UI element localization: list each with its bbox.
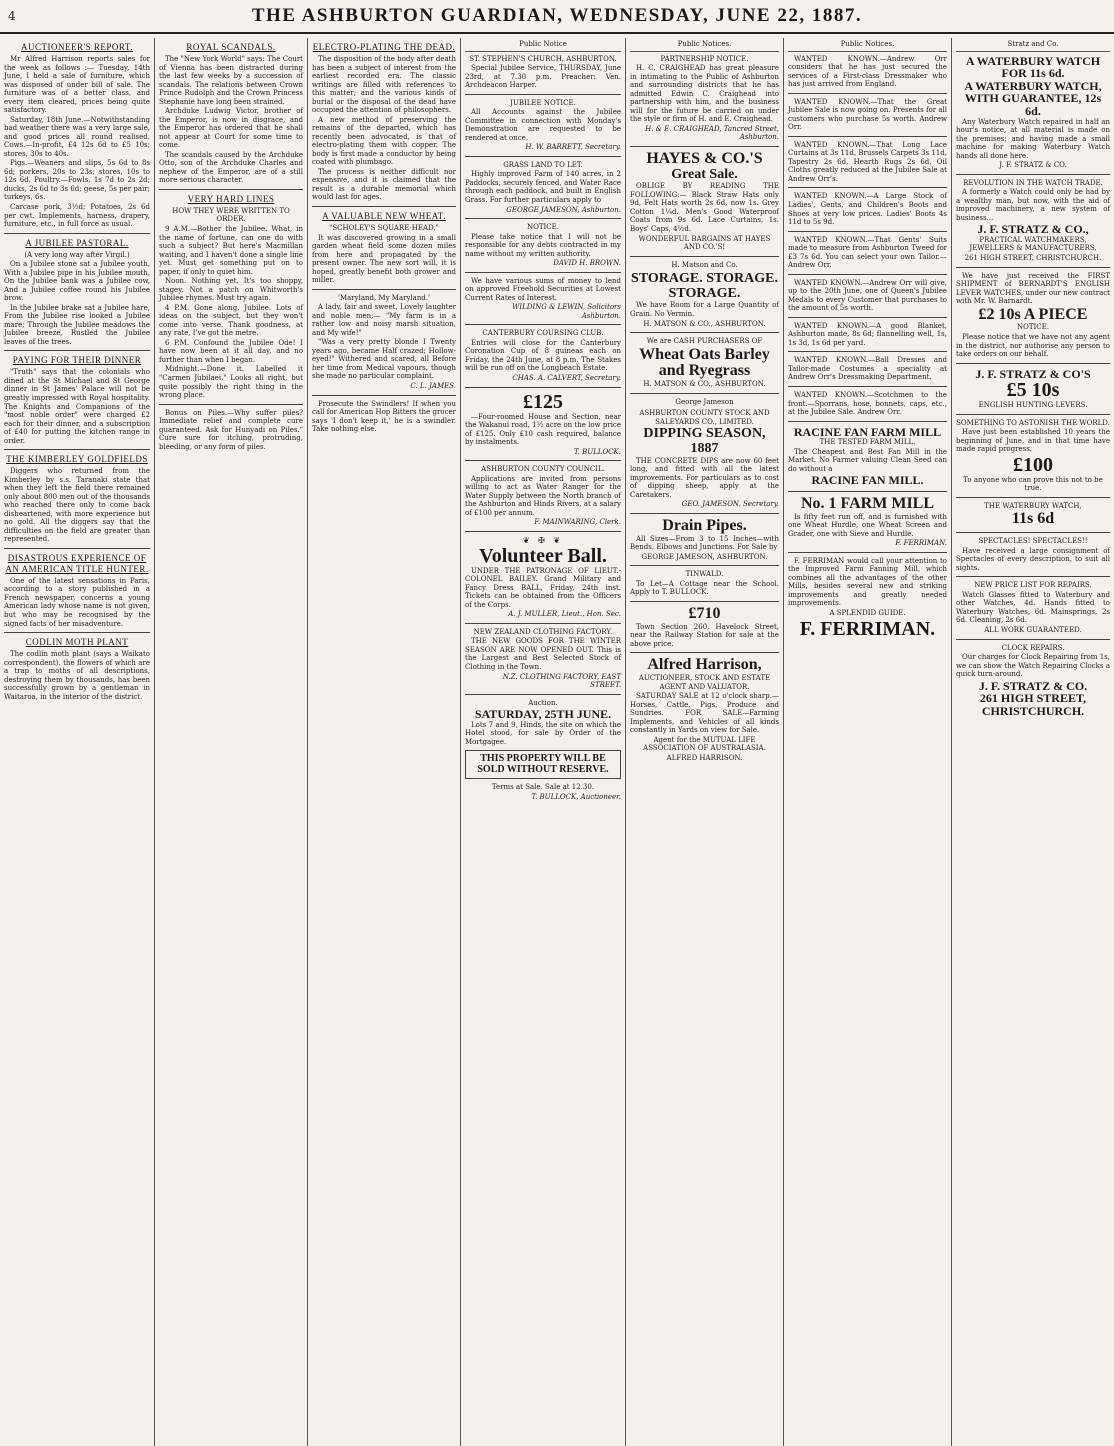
advert-hayes — [630, 151, 779, 252]
advert-text: Have just been established 10 years the beginning of June, and in that time have made rapid progress. — [956, 428, 1110, 454]
divider — [956, 532, 1110, 533]
advert-text: Is fifty feet run off, and is furnished with one Wheat Hurdle, one Wheat Screen and Grader, one with Sieve and Hurdle. — [788, 512, 947, 538]
notice-text: UNDER THE PATRONAGE OF LIEUT.-COLONEL BAILEY. Grand Military and Fancy Dress BALL, Friday, 24th inst. Tickets can be obtained from the Officers of the Corps. — [465, 566, 621, 609]
notice-text: We have various sums of money to lend on approved Freehold Securities at Lowest Current Rates of Interest. — [465, 276, 621, 302]
notice-signature: N.Z. CLOTHING FACTORY, EAST STREET. — [502, 672, 621, 690]
headline-royal-scandals: ROYAL SCANDALS. — [186, 42, 276, 52]
notice-volunteer-ball — [465, 536, 621, 619]
advert-text: A formerly a Watch could only be had by a wealthy man, but now, with the aid of improved machinery, a new system of business... — [956, 188, 1110, 222]
column-heading: Public Notices. — [630, 38, 779, 52]
article-paragraph: The codlin moth plant (says a Waikato correspondent), the flowers of which are a trap to moths of all descriptions, destroying them by thousands, has been successfully grown by a gentleman in Waitaroa, in the interior of the district. — [4, 650, 150, 701]
notice-text: Applications are invited from persons willing to act as Water Ranger for the Water Supply between the North branch of the Ashburton and Hinds Rivers, at a salary of £100 per annum. — [465, 474, 621, 517]
advert-title: DIPPING SEASON, 1887 — [643, 426, 766, 457]
advert-signature: GEORGE JAMESON, ASHBURTON. — [641, 552, 768, 561]
article-paragraph: Diggers who returned from the Kimberley by s.s. Taranaki state that when they left the field there remained only about 800 men out of the thousands who reached there only to come back disheartened, with more experience but no gold. All the diggers say that the difficulties on the field are greater than represented. — [4, 467, 150, 544]
page-number: 4 — [8, 9, 16, 23]
advert-text: Any Waterbury Watch repaired in half an hour's notice, at all material is made on the premises; and having made a small machine for making Waterbury Watch hands all done here. — [956, 117, 1110, 160]
notice-brown — [465, 223, 621, 268]
divider — [956, 414, 1110, 415]
notice-text: Please take notice that I will not be responsible for any debts contracted in my name without my written authority. — [465, 232, 621, 258]
article-paragraph: Noon. Nothing yet. It's too shoppy, stagey. Not a patch on Whitworth's Jubilee rhymes. Must try again. — [159, 277, 303, 303]
notice-title: JUBILEE NOTICE. — [510, 98, 576, 107]
column-heading: Stratz and Co. — [956, 38, 1110, 52]
auction-terms: Terms at Sale. Sale at 12.30. — [491, 783, 595, 792]
poem-subtitle: (A very long way after Virgil.) — [24, 250, 130, 259]
notice-title: NOTICE. — [527, 223, 559, 232]
notice-text: Highly improved Farm of 140 acres, in 2 Paddocks, securely fenced, and Water Race through each paddock, and built in English Grass. For further particulars apply to — [465, 170, 621, 204]
article-paragraph: The process is neither difficult nor expensive, and it is claimed that the result is a durable memorial which would last for ages. — [312, 167, 456, 202]
divider — [788, 491, 947, 492]
advert-signature: H. MATSON & CO., ASHBURTON. — [643, 380, 766, 389]
wanted-notice: WANTED KNOWN.—A Large Stock of Ladies', Gents, and Children's Boots and Shoes at very low prices. Ladies' Boots 4s 11d to 5s 9d. — [788, 192, 947, 227]
advert-title: J. F. STRATZ & CO., — [977, 222, 1089, 237]
headline-very-hard-lines: VERY HARD LINES — [187, 193, 275, 204]
divider — [788, 231, 947, 232]
headline-kimberley: THE KIMBERLEY GOLDFIELDS — [6, 454, 148, 465]
price-large: £2 10s A PIECE — [978, 305, 1088, 323]
advert-text: Please notice that we have not any agent in the district, nor authorise any person to take orders on our behalf. — [956, 332, 1110, 359]
notice-church — [465, 55, 621, 90]
divider — [956, 639, 1110, 640]
divider — [630, 256, 779, 257]
article-paragraph: Pigs.—Weaners and slips, 5s 6d to 8s 6d; porkers, 20s to 23s; stores, 10s to 12s 6d. Poultry.—Fowls, 1s 7d to 2s 2d; ducks, 2s 6d to 3s 6d; geese, 5s per pair; turkeys, 6s. — [4, 159, 150, 202]
advert-title: STORAGE. STORAGE. STORAGE. — [631, 271, 778, 301]
column-heading: Public Notices. — [788, 38, 947, 52]
advert-alfred-harrison — [630, 657, 779, 762]
notice-signature: F. MAINWARING, Clerk. — [534, 518, 621, 527]
divider — [956, 267, 1110, 268]
notice-title: ST. STEPHEN'S CHURCH, ASHBURTON. — [469, 54, 617, 63]
advert-title: RACINE FAN FARM MILL — [793, 424, 942, 439]
advert-title: Drain Pipes. — [662, 516, 747, 534]
poem-stanza: On a Jubilee stone sat a Jubilee youth, With a Jubilee pipe in his Jubilee mouth, On the Jubilee bank was a Jubilee cow, And a Jubilee coffee round his Jubilee brow. — [4, 260, 150, 303]
auction-banner: THIS PROPERTY WILL BE SOLD WITHOUT RESERVE. — [465, 750, 621, 779]
headline-title-hunter: DISASTROUS EXPERIENCE OF AN AMERICAN TITLE HUNTER. — [5, 552, 149, 574]
advert-dipping — [630, 409, 779, 509]
advert-drain-pipes — [630, 518, 779, 561]
advert-piles: Bonus on Piles.—Why suffer piles? Immediate relief and complete cure guaranteed. Ask for Hunyadi on Piles." Cure sure for itching, protruding, bleeding, or any form of piles. — [159, 408, 303, 451]
section-bar: George Jameson — [675, 397, 734, 406]
advert-subtitle: AUCTIONEER, STOCK AND ESTATE AGENT AND VALUATOR. — [638, 674, 771, 691]
headline-codlin-moth: CODLIN MOTH PLANT — [25, 637, 129, 648]
poem-title: 'Maryland, My Maryland.' — [338, 293, 430, 302]
wanted-notice: WANTED KNOWN.—Ball Dresses and Tailor-made Costumes a speciality at Andrew Orr's Dressmaking Department. — [788, 356, 947, 382]
divider — [312, 206, 456, 207]
divider — [4, 632, 150, 633]
divider — [630, 393, 779, 394]
subheadline: HOW THEY WERE WRITTEN TO ORDER. — [172, 206, 290, 224]
advert-text: THE CONCRETE DIPS are now 60 feet long, and fitted with all the latest improvements. For particulars as to cost of dipping sheep, apply at the Caretakers. — [630, 456, 779, 499]
advert-grain — [630, 337, 779, 389]
poem-stanza: A lady, fair and sweet, Lovely laughter and noble men;— "My farm is in a rather low and noisy marsh situation, and My wife!" — [312, 303, 456, 337]
notice-coursing — [465, 329, 621, 382]
price-large: £5 10s — [1006, 379, 1060, 402]
divider — [956, 174, 1110, 175]
advert-title: HAYES & CO.'S — [646, 149, 763, 167]
divider — [465, 694, 621, 695]
wanted-notice: WANTED KNOWN.—A good Blanket, Ashburton made, 8s 6d; flannelling well, 1s, 1s 3d, 1s 6d per yard. — [788, 321, 947, 347]
article-paragraph: The "New York World" says: The Court of Vienna has been distracted during the last few weeks by a succession of scandals. The relations between Crown Prince Rudolph and the Crown Princess Stephanie have long been strained. — [159, 54, 303, 106]
column-6 — [784, 38, 952, 1446]
column-4 — [461, 38, 626, 1446]
notice-title: TINWALD. — [685, 570, 724, 579]
advert-text: We have just received the FIRST SHIPMENT of BERNARDT'S ENGLISH LEVER WATCHES, under our new contract with Mr. W. Barnardt. — [956, 271, 1110, 306]
column-2 — [155, 38, 308, 1446]
divider — [630, 601, 779, 602]
advert-text: We are CASH PURCHASERS OF — [646, 337, 763, 346]
advert-title: A WATERBURY WATCH FOR 11s 6d. — [965, 53, 1101, 81]
article-paragraph: Carcase pork, 3½d; Potatoes, 2s 6d per cwt. Implements, harness, drapery, furniture, etc., in full force as usual. — [4, 203, 150, 229]
article-paragraph: Midnight.—Done it. Labelled it "Carmen Jubilaei." Looks all right, but quite possibly the right thing in the wrong place. — [159, 365, 303, 400]
article-paragraph: 4 P.M. Gone along. Jubilee. Lots of ideas on the subject, but they won't come into verse. Thank goodness, at any rate, I've got the metre. — [159, 303, 303, 338]
wanted-notice: WANTED KNOWN.—That Long Lace Curtains at 3s 11d, Brussels Carpets 3s 11d, Tapestry 2s 6d, Hearth Rugs 2s 6d, Oil Cloths greatly reduced at the Jubilee Sale at Andrew Orr's. — [788, 140, 947, 183]
notice-money — [465, 277, 621, 321]
advert-subtitle: SOMETHING TO ASTONISH THE WORLD. — [956, 418, 1110, 427]
crest-icon: ❦ ✠ ❦ — [522, 535, 564, 545]
headline-paying-dinner: PAYING FOR THEIR DINNER — [12, 355, 142, 366]
notice-signature: DAVID H. BROWN. — [553, 259, 621, 268]
divider — [159, 189, 303, 190]
advert-subtitle: THE TESTED FARM MILL. — [819, 438, 916, 447]
divider — [788, 187, 947, 188]
advert-text: Agent for the MUTUAL LIFE ASSOCIATION OF AUSTRALASIA. — [643, 735, 766, 753]
headline-auctioneer-report: AUCTIONEER'S REPORT. — [21, 42, 133, 52]
advert-signature: F. FERRIMAN. — [799, 617, 936, 640]
divider — [465, 623, 621, 624]
notice-text: To Let—A Cottage near the School. Apply to T. BULLOCK. — [630, 579, 779, 597]
advert-subtitle: ALL WORK GUARANTEED. — [984, 626, 1082, 634]
article-paragraph: "Truth" says that the colonials who dined at the St Michael and St George dinner in St James' Palace will not be greatly impressed with Royal hospitality. The Knights and Companions of the "most noble order" were charged £2 each for their dinner, and a subscription of £40 for putting the kitchen range in order. — [4, 368, 150, 445]
divider — [788, 274, 947, 275]
notice-title: NEW ZEALAND CLOTHING FACTORY. — [473, 627, 613, 636]
subheadline: "SCHOLEY'S SQUARE-HEAD." — [329, 223, 439, 232]
notice-title: ASHBURTON COUNTY COUNCIL. — [481, 465, 605, 474]
advert-subtitle: PRACTICAL WATCHMAKERS, JEWELLERS & MANUFACTURERS, — [969, 235, 1097, 253]
notice-tinwald — [630, 570, 779, 597]
notice-signature: CHAS. A. CALVERT, Secretary. — [512, 374, 621, 382]
divider — [956, 497, 1110, 498]
notice-title: Auction. — [528, 698, 558, 707]
column-1 — [0, 38, 155, 1446]
advert-subtitle: A SPLENDID GUIDE. — [829, 609, 906, 618]
notice-jubilee — [465, 99, 621, 152]
advert-subtitle: THE WATERBURY WATCH, — [984, 501, 1082, 510]
article-paragraph: The disposition of the body after death has been a subject of interest from the earliest recorded era. The classic writings are filled with references to this matter; and the various kinds of burial or the disposal of the dead have occupied the attention of philosophers. — [312, 54, 456, 115]
advert-signature: GEO. JAMESON, Secretary. — [681, 500, 779, 509]
advert-title: Wheat Oats Barley and Ryegrass — [639, 345, 770, 380]
divider — [4, 548, 150, 549]
column-3 — [308, 38, 461, 1446]
divider — [630, 652, 779, 653]
notice-signature: T. BULLOCK, Auctioneer. — [531, 792, 621, 801]
advert-subtitle: NEW PRICE LIST FOR REPAIRS, — [974, 581, 1092, 590]
advert-title: A WATERBURY WATCH, WITH GUARANTEE, 12s 6d. — [964, 78, 1102, 118]
divider — [630, 332, 779, 333]
notice-signature: H. W. BARRETT, Secretary. — [525, 143, 621, 152]
article-paragraph: Saturday, 18th June.—Notwithstanding bad weather there was a very large sale, and good prices all round realised. Cows.—In-profit, £4 12s 6d to £5 10s; stores, 30s to 40s. — [4, 115, 150, 158]
advert-title: RACINE FAN MILL. — [811, 473, 924, 488]
wanted-notice: WANTED KNOWN.—Andrew Orr considers that he has just secured the services of a First-class Dressmaker who has just arrived from England. — [788, 54, 947, 89]
notice-partnership — [630, 55, 779, 142]
wanted-notice: WANTED KNOWN.—That the Great Jubilee Sale is now going on. Presents for all customers who purchase 5s worth. Andrew Orr. — [788, 97, 947, 132]
divider — [630, 513, 779, 514]
notice-text: Special Jubilee Service, THURSDAY, June 23rd, at 7.30 p.m. Preacher: Ven. Archdeacon Harper. — [465, 64, 621, 90]
notice-title: GRASS LAND TO LET. — [503, 160, 583, 169]
divider — [465, 272, 621, 273]
divider — [788, 317, 947, 318]
advert-title: J. F. STRATZ & CO'S — [975, 366, 1091, 381]
advert-subtitle: REVOLUTION IN THE WATCH TRADE. — [963, 178, 1103, 187]
advert-subtitle: ENGLISH HUNTING LEVERS. — [978, 401, 1088, 410]
divider — [465, 218, 621, 219]
article-paragraph: One of the latest sensations in Paris, according to a story published in a French newspaper, concerns a young American lady whose name is not given, but who may be recognised by the signed facts of her misadventure. — [4, 576, 150, 628]
advert-address: 261 HIGH STREET, CHRISTCHURCH. — [964, 254, 1102, 262]
notice-auction — [465, 699, 621, 802]
article-paragraph: 9 A.M.—Bother the Jubilee. What, in the name of fortune, can one do with such a subject? But here's Macmillan waiting, and I haven't done a single line yet. Must get something put on to paper, if only to quiet him. — [159, 224, 303, 276]
notice-text: —Four-roomed House and Section, near the Wakanui road, 1½ acre on the low price of £125. Only £10 cash required, balance by instalments. — [465, 412, 621, 447]
advert-text: F. FERRIMAN would call your attention to the Improved Farm Fanning Mill, which combines all the advantages of the other Mills, besides several new and striking improvements and greatly needed improvements. — [788, 556, 947, 608]
section-bar: H. Matson and Co. — [671, 260, 738, 269]
notice-text: All Accounts against the Jubilee Committee in connection with Monday's Demonstration are requested to be rendered at once. — [465, 108, 621, 142]
headline-new-wheat: A VALUABLE NEW WHEAT. — [322, 211, 446, 221]
divider — [465, 460, 621, 461]
advert-text: Have received a large consignment of Spectacles of every description, to suit all sights. — [956, 546, 1110, 572]
notice-text: Town Section 260, Havelock Street, near the Railway Station for sale at the above price. — [630, 622, 779, 648]
headline-jubilee-pastoral: A JUBILEE PASTORAL. — [25, 237, 129, 248]
article-paragraph: The scandals caused by the Archduke Otto, son of the Archduke Charles and nephew of the Emperor, are of a still more serious character. — [159, 150, 303, 185]
notice-title: ASHBURTON COUNTY STOCK AND SALEYARDS CO., LIMITED. — [639, 409, 770, 426]
headline-electro-plating: ELECTRO-PLATING THE DEAD. — [312, 42, 456, 52]
advert-subtitle: CLOCK REPAIRS. — [1001, 643, 1065, 652]
divider — [465, 531, 621, 532]
advert-signature: H. MATSON & CO., ASHBURTON. — [643, 319, 766, 328]
notice-signature: A. J. MULLER, Lieut., Hon. Sec. — [508, 610, 621, 619]
notice-house — [465, 392, 621, 457]
advert-text: SATURDAY SALE at 12 o'clock sharp.—Horses, Cattle, Pigs, Produce and Sundries. FOR SALE—Farming Implements, and Vehicles of all kinds constantly in Yards on view for Sale. — [630, 692, 779, 735]
notice-text: H. C. CRAIGHEAD has great pleasure in intimating to the Public of Ashburton and surrounding districts that he has admitted Edwin C. Craighead into partnership with him, and the business will for the future be carried on under the style or firm of H. and E. Craighead. — [630, 64, 779, 124]
divider — [312, 395, 456, 396]
column-5 — [626, 38, 784, 1446]
masthead — [0, 0, 1114, 34]
divider — [788, 421, 947, 422]
column-heading: Public Notice — [465, 38, 621, 52]
article-paragraph: 6 P.M. Confound the Jubilee Ode! I have now been at it all day, and no further than when I began. — [159, 338, 303, 364]
divider — [788, 351, 947, 352]
advert-text: Watch Glasses fitted to Waterbury and other Watches, 4d. Hands fitted to Waterbury Watches, 6d. Mainsprings, 2s 6d. Cleaning, 2s 6d. — [956, 590, 1110, 625]
wanted-notice: WANTED KNOWN.—Andrew Orr will give, up to the 20th June, one of Queen's Jubilee Medals to every Customer that purchases to the amount of 5s worth. — [788, 278, 947, 313]
article-paragraph: A new method of preserving the remains of the departed, which has recently been advocated, is that of electro-plating them with copper. The body is first made a conductor by being coated with plumbago. — [312, 115, 456, 167]
divider — [630, 146, 779, 147]
notice-signature: H. & E. CRAIGHEAD, Tancred Street, Ashburton. — [645, 124, 779, 142]
advert-text: To anyone who can prove this not to be true. — [963, 475, 1103, 493]
advert-signature: ALFRED HARRISON. — [666, 753, 743, 762]
notice-signature: GEORGE JAMESON, Ashburton. — [506, 205, 621, 214]
notice-grass-land — [465, 161, 621, 214]
article-paragraph: Archduke Ludwig Victor, brother of the Emperor, is now in disgrace, and the Emperor has ordered that he shall not appear at Court for some time to come. — [159, 107, 303, 150]
notice-council — [465, 465, 621, 527]
divider — [465, 156, 621, 157]
article-paragraph: Mr Alfred Harrison reports sales for the week as follows :— Tuesday, 14th June, I held a sale of furniture, which was disposed of under bill of sale. The furniture was of a better class, and every item cleared, prices being quite satisfactory. — [4, 54, 150, 115]
divider — [788, 386, 947, 387]
poem-stanza: "Was a very pretty blonde I Twenty years ago, became Half crazed; Hollow-eyed!" Withered and scared, all Before her time from Medical vapours, though she made no particular complaint. — [312, 338, 456, 381]
divider — [4, 233, 150, 234]
price-large: £710 — [688, 604, 721, 622]
divider — [4, 449, 150, 450]
wanted-notice: WANTED KNOWN.—Scotchmen to the front.—Sporrans, hose, bonnets, caps, etc., at the Jubilee Sale. Andrew Orr. — [788, 391, 947, 417]
advert-title: No. 1 FARM MILL — [800, 494, 935, 512]
poem-stanza: In the Jubilee brake sat a Jubilee hare, From the Jubilee rise looked a Jubilee mare; Through the Jubilee meadows the Jubilee breeze, Rustled the Jubilee leaves of the trees. — [4, 303, 150, 346]
divider — [788, 93, 947, 94]
advert-signature: J. F. STRATZ & CO. — [978, 678, 1088, 693]
advert-address: 261 HIGH STREET, CHRISTCHURCH. — [979, 691, 1087, 718]
advert-hop-bitters: Prosecute the Swindlers! If when you call for American Hop Bitters the grocer says 'I don't keep it,' he is a swindler. Take nothing else. — [312, 399, 456, 434]
notice-signature: T. BULLOCK. — [574, 447, 621, 456]
notice-title: NOTICE. — [1017, 323, 1049, 332]
advert-signature: WONDERFUL BARGAINS AT HAYES AND CO.'S! — [638, 234, 771, 252]
divider — [465, 94, 621, 95]
notice-section-sale — [630, 606, 779, 648]
advert-text: OBLIGE BY READING THE FOLLOWING:— Black Straw Hats only 9d, Felt Hats worth 2s 6d, now 1s. Grey Cotton 1¼d. Men's Good Waterproof Coats from 9s 6d. Lace Curtains, 1s. Boys' Caps, 4½d. — [630, 182, 779, 233]
advert-racine — [788, 426, 947, 487]
advert-text: All Sizes—From 3 to 15 Inches—with Bends, Elbows and Junctions. For Sale by — [630, 534, 779, 552]
divider — [630, 565, 779, 566]
price-large: 11s 6d — [1011, 510, 1055, 528]
divider — [788, 136, 947, 137]
advert-ferriman — [788, 557, 947, 640]
advert-text: Our charges for Clock Repairing from 1s, we can show the Watch Repairing Clocks a quick turn-around. — [956, 653, 1110, 679]
advert-signature: J. F. STRATZ & CO. — [999, 161, 1067, 170]
advert-text: We have Room for a Large Quantity of Grain. No Vermin. — [630, 301, 779, 319]
auction-date: SATURDAY, 25TH JUNE. — [474, 707, 612, 722]
advert-title: Alfred Harrison, — [647, 656, 762, 674]
newspaper-title: THE ASHBURTON GUARDIAN, WEDNESDAY, JUNE 22, 1887. — [251, 5, 863, 26]
notice-title: PARTNERSHIP NOTICE. — [660, 54, 749, 63]
wanted-notice: WANTED KNOWN.—That Gents' Suits made to measure from Ashburton Tweed for £3 7s 6d. You can select your own Tailor.—Andrew Orr. — [788, 235, 947, 270]
divider — [159, 404, 303, 405]
notice-text: Lots 7 and 9, Hinds, the site on which the Hotel stood, for sale by Order of the Mortgagee. — [465, 720, 621, 746]
advert-subtitle: SPECTACLES! SPECTACLES!! — [978, 537, 1088, 546]
advert-storage — [630, 272, 779, 328]
divider — [956, 576, 1110, 577]
price-large: £125 — [523, 390, 563, 413]
advert-subtitle: Great Sale. — [671, 166, 738, 182]
divider — [465, 387, 621, 388]
columns — [0, 38, 1114, 1446]
notice-text: THE NEW GOODS FOR THE WINTER SEASON ARE NOW OPENED OUT. This is the Largest and Best Selected Stock of Clothing in the Town. — [465, 637, 621, 671]
notice-text: Entries will close for the Canterbury Coronation Cup of 8 guineas each on Friday, the 24th June, at 8 p.m. The Stakes will be run off on the Longbeach Estate. — [465, 338, 621, 373]
poem-signature: C. L. JAMES. — [410, 382, 456, 390]
ball-title: Volunteer Ball. — [479, 544, 607, 567]
divider — [788, 552, 947, 553]
divider — [465, 324, 621, 325]
advert-text: The Cheapest and Best Fan Mill in the Market. No Farmer valuing Clean Seed can do without a — [788, 447, 947, 473]
notice-title: CANTERBURY COURSING CLUB. — [482, 329, 604, 338]
advert-farm-mill — [788, 496, 947, 548]
divider — [956, 363, 1110, 364]
notice-signature: WILDING & LEWIN, Solicitors Ashburton. — [512, 303, 621, 320]
column-7 — [952, 38, 1114, 1446]
notice-clothing — [465, 628, 621, 690]
advert-signature: F. FERRIMAN. — [895, 539, 947, 548]
article-paragraph: It was discovered growing in a small garden wheat field some dozen miles from here and propagated by the present owner. The new sort will, it is hoped, greatly benefit both grower and miller. — [312, 233, 456, 285]
divider — [4, 350, 150, 351]
price-large: £100 — [1013, 453, 1053, 476]
divider — [312, 289, 456, 290]
